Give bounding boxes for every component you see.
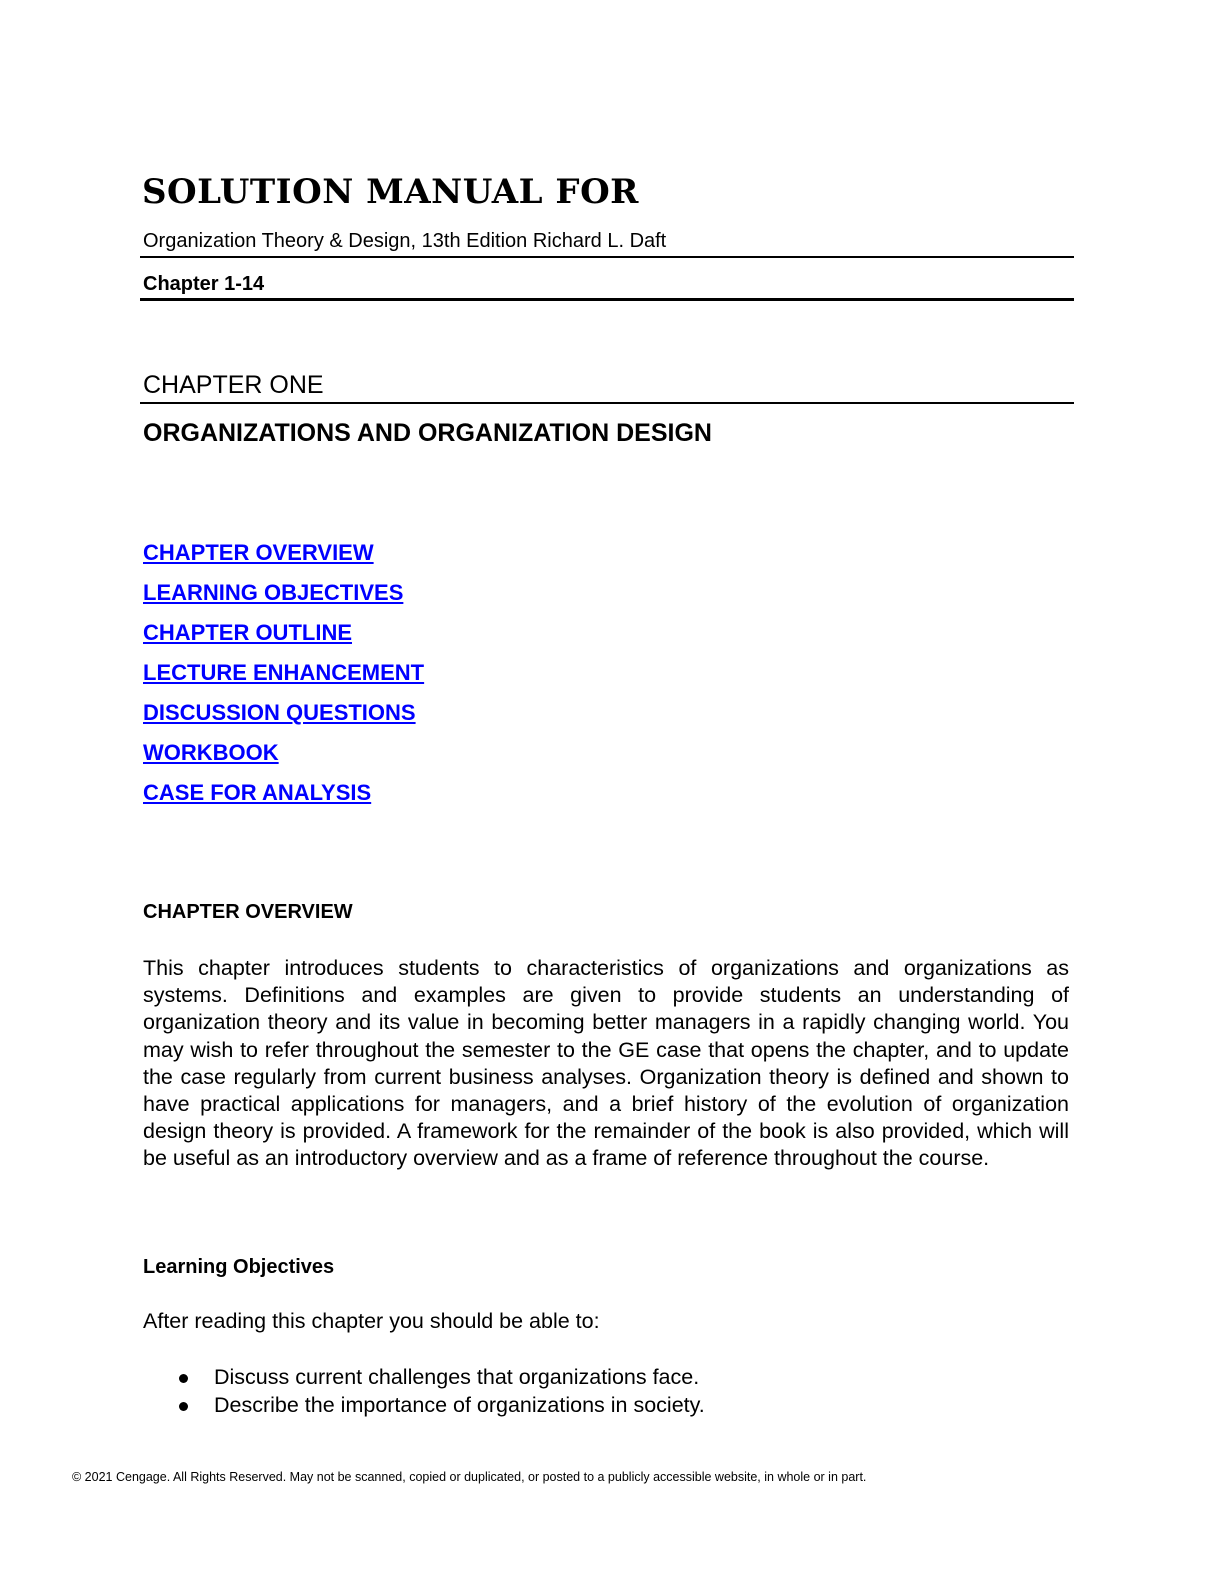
list-item-text: Describe the importance of organizations in society. — [214, 1393, 705, 1417]
learning-objectives-heading: Learning Objectives — [143, 1256, 335, 1278]
header-divider — [140, 298, 1074, 301]
chapter-title: ORGANIZATIONS AND ORGANIZATION DESIGN — [143, 419, 712, 447]
toc-item — [143, 737, 424, 777]
toc-link-learning-objectives[interactable]: LEARNING OBJECTIVES — [143, 580, 404, 605]
chapter-number: CHAPTER ONE — [143, 371, 324, 399]
toc-link-chapter-overview[interactable]: CHAPTER OVERVIEW — [143, 540, 374, 565]
list-item — [143, 1391, 705, 1419]
learning-objectives-intro: After reading this chapter you should be able to: — [143, 1309, 600, 1333]
toc-item — [143, 617, 424, 657]
document-title: SOLUTION MANUAL FOR — [142, 172, 639, 212]
bullet-icon — [179, 1374, 188, 1383]
learning-objectives-list — [143, 1363, 705, 1419]
toc-link-workbook[interactable]: WORKBOOK — [143, 740, 279, 765]
overview-paragraph: This chapter introduces students to characteristics of organizations and organizations as systems. Definitions and examples are given to provide students an understanding of organization theory and its value in becoming better managers in a rapidly changing world. You may wish to refer throughout the semester to the GE case that opens the chapter, and to update the case regularly from current business analyses. Organization theory is defined and shown to have practical applications for managers, and a brief history of the evolution of organization design theory is provided. A framework for the remainder of the book is also provided, which will be useful as an introductory overview and as a frame of reference throughout the course. — [143, 956, 1069, 1171]
overview-heading: CHAPTER OVERVIEW — [143, 901, 353, 923]
chapter-range: Chapter 1-14 — [143, 273, 265, 295]
toc-link-chapter-outline[interactable]: CHAPTER OUTLINE — [143, 620, 352, 645]
table-of-contents — [143, 537, 424, 817]
toc-item — [143, 537, 424, 577]
toc-item — [143, 697, 424, 737]
book-subtitle: Organization Theory & Design, 13th Edition Richard L. Daft — [143, 230, 667, 252]
list-item-text: Discuss current challenges that organizations face. — [214, 1365, 700, 1389]
toc-item — [143, 777, 424, 817]
copyright-footer: © 2021 Cengage. All Rights Reserved. May not be scanned, copied or duplicated, or posted to a publicly accessible website, in whole or in part. — [72, 1470, 867, 1484]
toc-item — [143, 577, 424, 617]
bullet-icon — [179, 1402, 188, 1411]
toc-item — [143, 657, 424, 697]
title-divider — [140, 256, 1074, 258]
list-item — [143, 1363, 705, 1391]
toc-link-discussion-questions[interactable]: DISCUSSION QUESTIONS — [143, 700, 416, 725]
toc-link-lecture-enhancement[interactable]: LECTURE ENHANCEMENT — [143, 660, 425, 685]
toc-link-case-for-analysis[interactable]: CASE FOR ANALYSIS — [143, 780, 372, 805]
chapter-divider — [140, 402, 1074, 404]
